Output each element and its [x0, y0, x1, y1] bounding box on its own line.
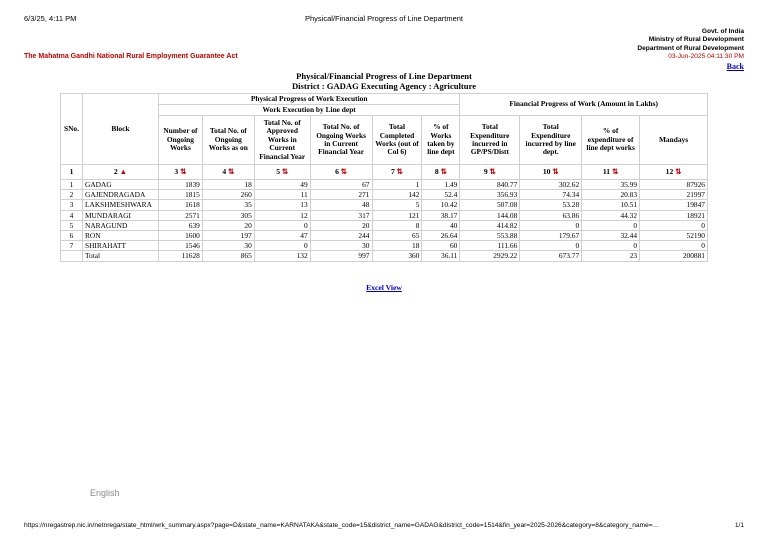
table-row — [61, 220, 708, 230]
group-financial: Financial Progress of Work (Amount in Lakhs) — [460, 94, 708, 116]
header-col-5: Total No. of Approved Works in Current Financial Year — [254, 116, 310, 165]
report-heading — [0, 71, 768, 91]
cell-value: 317 — [310, 210, 372, 220]
back-link[interactable]: Back — [726, 61, 744, 71]
cell-value: 360 — [372, 251, 422, 261]
cell-value: 60 — [422, 241, 460, 251]
cell-value: 18 — [372, 241, 422, 251]
cell-sno — [61, 251, 83, 261]
print-date: 6/3/25, 4:11 PM — [24, 14, 77, 23]
cell-sno: 3 — [61, 200, 83, 210]
sort-icon[interactable]: ⇅ — [440, 166, 447, 176]
column-number-4[interactable] — [202, 165, 254, 180]
cell-value: 1815 — [158, 190, 202, 200]
cell-value: 0 — [254, 241, 310, 251]
ministry-line: Ministry of Rural Development — [648, 36, 744, 44]
mgnrega-title: The Mahatma Gandhi National Rural Employment Guarantee Act — [24, 53, 238, 60]
cell-block: NARAGUND — [82, 220, 158, 230]
table-row — [61, 180, 708, 190]
cell-value: 53.28 — [520, 200, 582, 210]
cell-value: 35 — [202, 200, 254, 210]
cell-sno: 7 — [61, 241, 83, 251]
cell-value: 67 — [310, 180, 372, 190]
cell-block: LAKSHMESHWARA — [82, 200, 158, 210]
cell-value: 144.08 — [460, 210, 520, 220]
column-number-label: 8 — [434, 166, 439, 176]
header-col-11: % of expenditure of line dept works — [582, 116, 640, 165]
cell-block: MUNDARAGI — [82, 210, 158, 220]
cell-value: 87926 — [640, 180, 708, 190]
header-col-4: Total No. of Ongoing Works as on — [202, 116, 254, 165]
cell-value: 12 — [254, 210, 310, 220]
cell-value: 74.34 — [520, 190, 582, 200]
cell-sno: 4 — [61, 210, 83, 220]
cell-value: 0 — [582, 241, 640, 251]
sort-asc-icon[interactable]: ▲ — [119, 166, 128, 176]
column-number-10[interactable] — [520, 165, 582, 180]
header-col-12: Mandays — [640, 116, 708, 165]
column-number-label: 5 — [276, 166, 280, 176]
header-col-6: Total No. of Ongoing Works in Current Financial Year — [310, 116, 372, 165]
header-block: Block — [82, 94, 158, 165]
column-number-8[interactable] — [422, 165, 460, 180]
cell-value: 865 — [202, 251, 254, 261]
column-number-7[interactable] — [372, 165, 422, 180]
cell-value: 414.82 — [460, 220, 520, 230]
table-body — [61, 180, 708, 262]
cell-value: 2929.22 — [460, 251, 520, 261]
cell-value: 0 — [640, 220, 708, 230]
cell-value: 26.64 — [422, 230, 460, 240]
header-col-7: Total Completed Works (out of Col 6) — [372, 116, 422, 165]
cell-value: 65 — [372, 230, 422, 240]
column-number-label: 3 — [174, 166, 179, 176]
cell-value: 10.42 — [422, 200, 460, 210]
column-number-label: 12 — [665, 166, 674, 176]
column-number-row — [61, 165, 708, 180]
group-line-dept: Work Execution by Line dept — [158, 105, 459, 116]
cell-value: 32.44 — [582, 230, 640, 240]
cell-sno: 2 — [61, 190, 83, 200]
group-physical: Physical Progress of Work Execution — [158, 94, 459, 105]
cell-value: 36.11 — [422, 251, 460, 261]
sort-icon[interactable]: ⇅ — [228, 166, 235, 176]
cell-value: 20.83 — [582, 190, 640, 200]
cell-value: 0 — [254, 220, 310, 230]
cell-value: 1.49 — [422, 180, 460, 190]
report-timestamp: 03-Jun-2025 04:11:30 PM — [668, 53, 744, 61]
cell-value: 5 — [372, 200, 422, 210]
sort-icon[interactable]: ⇅ — [612, 166, 619, 176]
column-number-9[interactable] — [460, 165, 520, 180]
cell-value: 10.51 — [582, 200, 640, 210]
sort-icon[interactable]: ⇅ — [396, 166, 403, 176]
cell-value: 305 — [202, 210, 254, 220]
cell-value: 0 — [520, 220, 582, 230]
table-row — [61, 190, 708, 200]
header-col-9: Total Expenditure incurred in GP/PS/Distt — [460, 116, 520, 165]
sort-icon[interactable]: ⇅ — [675, 166, 682, 176]
cell-value: 63.86 — [520, 210, 582, 220]
cell-value: 40 — [422, 220, 460, 230]
govt-line: Govt. of India — [701, 28, 744, 35]
table-row — [61, 210, 708, 220]
column-number-label: 10 — [542, 166, 551, 176]
report-title: Physical/Financial Progress of Line Department — [296, 71, 472, 81]
cell-value: 507.08 — [460, 200, 520, 210]
cell-value: 1600 — [158, 230, 202, 240]
header-col-10: Total Expenditure incurred by line dept. — [520, 116, 582, 165]
cell-value: 271 — [310, 190, 372, 200]
cell-value: 52190 — [640, 230, 708, 240]
sort-icon[interactable]: ⇅ — [552, 166, 559, 176]
cell-value: 44.32 — [582, 210, 640, 220]
cell-value: 2571 — [158, 210, 202, 220]
table-row — [61, 230, 708, 240]
cell-value: 18 — [202, 180, 254, 190]
cell-value: 197 — [202, 230, 254, 240]
column-number-3[interactable] — [158, 165, 202, 180]
excel-view-link[interactable]: Excel View — [366, 283, 402, 292]
cell-value: 38.17 — [422, 210, 460, 220]
cell-value: 997 — [310, 251, 372, 261]
table-row — [61, 200, 708, 210]
cell-value: 30 — [310, 241, 372, 251]
header-col-8: % of Works taken by line dept — [422, 116, 460, 165]
cell-value: 1618 — [158, 200, 202, 210]
sort-icon[interactable]: ⇅ — [340, 166, 348, 176]
cell-value: 18921 — [640, 210, 708, 220]
language-label[interactable]: English — [90, 488, 120, 498]
cell-value: 30 — [202, 241, 254, 251]
column-number-11[interactable] — [582, 165, 640, 180]
progress-table — [60, 93, 708, 262]
cell-value: 35.99 — [582, 180, 640, 190]
cell-value: 302.62 — [520, 180, 582, 190]
header-sno: SNo. — [61, 94, 83, 165]
cell-value: 244 — [310, 230, 372, 240]
cell-block: RON — [82, 230, 158, 240]
cell-value: 260 — [202, 190, 254, 200]
header-col-3: Number of Ongoing Works — [158, 116, 202, 165]
column-number-label: 2 — [113, 166, 118, 176]
cell-value: 111.66 — [460, 241, 520, 251]
cell-sno: 1 — [61, 180, 83, 190]
cell-value: 8 — [372, 220, 422, 230]
print-title: Physical/Financial Progress of Line Department — [305, 14, 463, 23]
cell-value: 13 — [254, 200, 310, 210]
column-number-6[interactable] — [310, 165, 372, 180]
sort-icon[interactable]: ⇅ — [281, 166, 289, 176]
cell-value: 11628 — [158, 251, 202, 261]
print-header — [24, 14, 744, 24]
cell-value: 1546 — [158, 241, 202, 251]
cell-block: SHIRAHATT — [82, 241, 158, 251]
cell-value: 1 — [372, 180, 422, 190]
column-number-12[interactable] — [640, 165, 708, 180]
column-number-1 — [61, 165, 83, 180]
column-number-2[interactable] — [82, 165, 158, 180]
cell-sno: 6 — [61, 230, 83, 240]
cell-value: 553.88 — [460, 230, 520, 240]
govt-header — [637, 28, 744, 71]
cell-value: 356.93 — [460, 190, 520, 200]
cell-value: 179.67 — [520, 230, 582, 240]
cell-block: GADAG — [82, 180, 158, 190]
cell-value: 1839 — [158, 180, 202, 190]
cell-value: 23 — [582, 251, 640, 261]
cell-block: GAJENDRAGADA — [82, 190, 158, 200]
page-number: 1/1 — [734, 522, 744, 529]
column-number-label: 4 — [222, 166, 227, 176]
sort-icon[interactable]: ⇅ — [489, 166, 496, 176]
column-number-label: 9 — [483, 166, 488, 176]
cell-block: Total — [82, 251, 158, 261]
excel-view — [0, 283, 768, 292]
cell-value: 840.77 — [460, 180, 520, 190]
column-number-label: 11 — [602, 166, 611, 176]
cell-value: 0 — [640, 241, 708, 251]
total-row — [61, 251, 708, 261]
cell-value: 639 — [158, 220, 202, 230]
column-number-label: 7 — [390, 166, 395, 176]
column-number-label: 1 — [69, 166, 74, 176]
cell-value: 11 — [254, 190, 310, 200]
cell-value: 0 — [520, 241, 582, 251]
cell-value: 121 — [372, 210, 422, 220]
cell-sno: 5 — [61, 220, 83, 230]
cell-value: 142 — [372, 190, 422, 200]
report-subtitle: District : GADAG Executing Agency : Agriculture — [291, 81, 477, 91]
cell-value: 47 — [254, 230, 310, 240]
table-row — [61, 241, 708, 251]
cell-value: 48 — [310, 200, 372, 210]
cell-value: 20 — [310, 220, 372, 230]
cell-value: 21997 — [640, 190, 708, 200]
department-line: Department of Rural Development — [637, 44, 744, 52]
cell-value: 200881 — [640, 251, 708, 261]
cell-value: 132 — [254, 251, 310, 261]
cell-value: 20 — [202, 220, 254, 230]
page-url: https://nregastrep.nic.in/netnrega/state_html/wrk_summary.aspx?page=D&state_name=KARNATAKA&state_code=15&district_name=GADAG&district_code=1514&fin_year=2025-2026&category=8&category_name=… — [24, 522, 660, 529]
cell-value: 673.77 — [520, 251, 582, 261]
cell-value: 49 — [254, 180, 310, 190]
column-number-label: 6 — [335, 166, 339, 176]
cell-value: 0 — [582, 220, 640, 230]
cell-value: 19847 — [640, 200, 708, 210]
sort-icon[interactable]: ⇅ — [180, 166, 187, 176]
column-number-5[interactable] — [254, 165, 310, 180]
cell-value: 52.4 — [422, 190, 460, 200]
